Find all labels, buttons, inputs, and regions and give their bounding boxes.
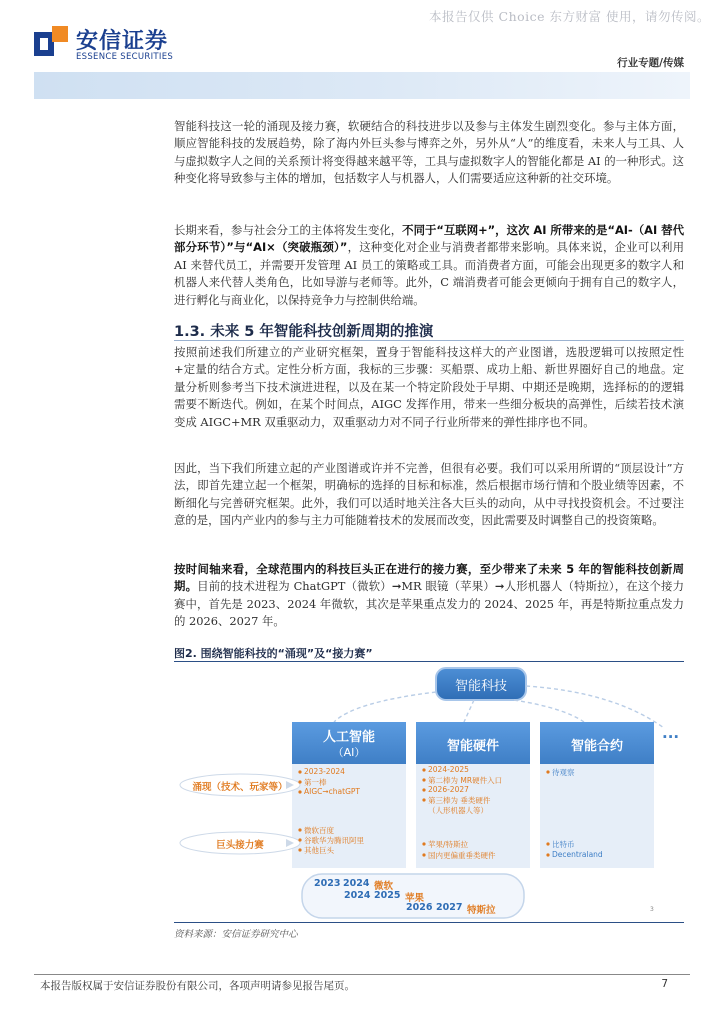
timeline-row2-company: 苹果 xyxy=(405,893,425,904)
paragraph-3: 按照前述我们所建立的产业研究框架，置身于智能科技这样大的产业图谱，选股逻辑可以按照定性+定量的结合方式。定性分析方面，我标的三步骤：买船票、成功上船、新世界圈好自己的地盘。定量分析则参考当下技术演进进程，以及在某一个特定阶段处于早期、中期还是晚期，选择标的的逻辑需要不断迭代。例如，在某个时间点，AIGC 发挥作用，带来一些细分板块的高弹性，后续若技术演变成 AIGC+MR 双重驱动力，双重驱动力对不同子行业所带来的弹性排序也不同。 xyxy=(174,345,684,429)
source-divider xyxy=(174,922,684,923)
contract-emerge-1: 待观察 xyxy=(552,768,575,777)
hardware-emerge-2: 第二棒为 MR硬件入口 xyxy=(428,776,503,785)
row-label-emerge: 涌现（技术、玩家等） xyxy=(192,782,288,793)
logo-text-en: ESSENCE SECURITIES xyxy=(76,52,174,62)
timeline-row1-company: 微软 xyxy=(374,881,394,892)
timeline-row2-year1: 2024 xyxy=(344,890,371,901)
more-columns-indicator: ··· xyxy=(662,728,680,746)
logo-mark-icon xyxy=(34,26,68,60)
section-divider xyxy=(174,340,684,341)
paragraph-1: 智能科技这一轮的涌现及接力赛，软硬结合的科技进步以及参与主体发生剧烈变化。参与主体方面，顺应智能科技的发展趋势，除了海内外巨头参与博弈之外，另外从“人”的维度看，未来人与工具、人与虚拟数字人之间的关系预计将变得越来越平等，工具与虚拟数字人的智能化都是 AI 的一种形式。这种变化将导致参与主体的增加，包括数字人与机器人，人们需要适应这种新的社交环境。 xyxy=(174,119,684,186)
connector-ai xyxy=(334,692,436,722)
column-hardware-title: 智能硬件 xyxy=(446,739,499,754)
timeline-row3-year1: 2026 xyxy=(406,902,433,913)
connector-contract xyxy=(514,700,584,722)
logo-text-cn: 安信证券 xyxy=(76,29,169,54)
timeline-row1-year2: 2024 xyxy=(343,878,370,889)
paragraph-5-emphasis: 按时间轴来看，全球范围内的科技巨头正在进行的接力赛，至少带来了未来 5 年的智能科技创新周期。 xyxy=(174,562,684,594)
report-category: 行业专题/传媒 xyxy=(617,57,684,69)
row-label-relay: 巨头接力赛 xyxy=(216,840,264,851)
connector-hardware xyxy=(464,700,474,722)
hardware-emerge-3: 2026-2027 xyxy=(428,785,469,794)
timeline-row1-year1: 2023 xyxy=(314,878,341,889)
section-title: 1.3. 未来 5 年智能科技创新周期的推演 xyxy=(174,324,434,340)
paragraph-5-rest: 目前的技术进程为 ChatGPT（微软）➞MR 眼镜（苹果）➞人形机器人（特斯拉），在这个接力赛中，首先是 2023、2024 年微软，其次是苹果重点发力的 2024、2025 年，再是特斯拉重点发力的 2026、2027 年。 xyxy=(174,579,684,629)
figure-title: 图2. 围绕智能科技的“涌现”及“接力赛” xyxy=(174,647,373,660)
ai-emerge-3: AIGC➞chatGPT xyxy=(304,787,361,796)
ai-emerge-1: 2023-2024 xyxy=(304,767,345,776)
header-band xyxy=(34,72,690,99)
column-contract-title: 智能合约 xyxy=(570,739,623,754)
ai-emerge-2: 第一棒 xyxy=(304,778,327,787)
root-node-label: 智能科技 xyxy=(454,679,507,694)
figure-source: 资料来源：安信证券研究中心 xyxy=(174,929,298,940)
column-ai-title: 人工智能 xyxy=(322,730,375,745)
paragraph-5 xyxy=(174,561,684,631)
watermark: 本报告仅供 Choice 东方财富 使用，请勿传阅。 xyxy=(429,9,710,24)
paragraph-4: 因此，当下我们所建立起的产业图谱或许并不完善，但很有必要。我们可以采用所谓的“顶层设计”方法，即首先建立起一个框架，明确标的选择的目标和标准，然后根据市场行情和个股业绩等因素，不断细化与完善研究框架。此外，我们可以适时地关注各大巨头的动向，从中寻找投资机会。不过要注意的是，国内产业内的参与主力可能随着技术的发展而改变，因此需要及时调整自己的投资策略。 xyxy=(174,461,684,528)
paragraph-2-rest: ，这种变化对企业与消费者都带来影响。具体来说，企业可以利用 AI 来替代员工，并需要开发管理 AI 员工的策略或工具。而消费者方面，可能会出现更多的数字人和机器人来代替人类角色，比如导游与老师等。此外，C 端消费者可能会更倾向于拥有自己的数字人，进行孵化与商业化，以保持竞争力与控制供给端。 xyxy=(174,240,684,307)
paragraph-2 xyxy=(174,222,684,309)
hardware-emerge-5: （人形机器人等） xyxy=(428,806,488,815)
hardware-relay-2: 国内更偏重垂类硬件 xyxy=(428,851,496,860)
timeline-row3-company: 特斯拉 xyxy=(467,905,496,916)
hardware-emerge-1: 2024-2025 xyxy=(428,765,469,774)
footer-divider xyxy=(34,974,690,975)
ai-relay-1: 微软百度 xyxy=(304,826,334,835)
footer-disclaimer: 本报告版权属于安信证券股份有限公司，各项声明请参见报告尾页。 xyxy=(40,980,355,992)
company-logo xyxy=(34,22,194,66)
figure-diagram xyxy=(174,662,684,922)
paragraph-2-emphasis: 不同于“互联网+”，这次 AI 所带来的是“AI-（AI 替代部分环节）”与“AI×（突破瓶颈）” xyxy=(174,223,684,255)
page-number: 7 xyxy=(661,978,668,990)
ai-relay-3: 其他巨头 xyxy=(304,846,334,855)
contract-relay-1: 比特币 xyxy=(552,840,575,849)
contract-relay-2: Decentraland xyxy=(552,850,603,859)
paragraph-2-lead: 长期来看，参与社会分工的主体将发生变化， xyxy=(174,223,403,237)
slide-page-mark: 3 xyxy=(650,906,654,913)
hardware-emerge-4: 第三棒为 垂类硬件 xyxy=(428,796,491,805)
timeline-row2-year2: 2025 xyxy=(374,890,401,901)
column-ai-subtitle: （AI） xyxy=(332,746,366,759)
connector-more xyxy=(526,686,664,728)
timeline-row3-year2: 2027 xyxy=(436,902,463,913)
ai-relay-2: 谷歌华为腾讯阿里 xyxy=(304,836,364,845)
hardware-relay-1: 苹果/特斯拉 xyxy=(428,840,469,849)
